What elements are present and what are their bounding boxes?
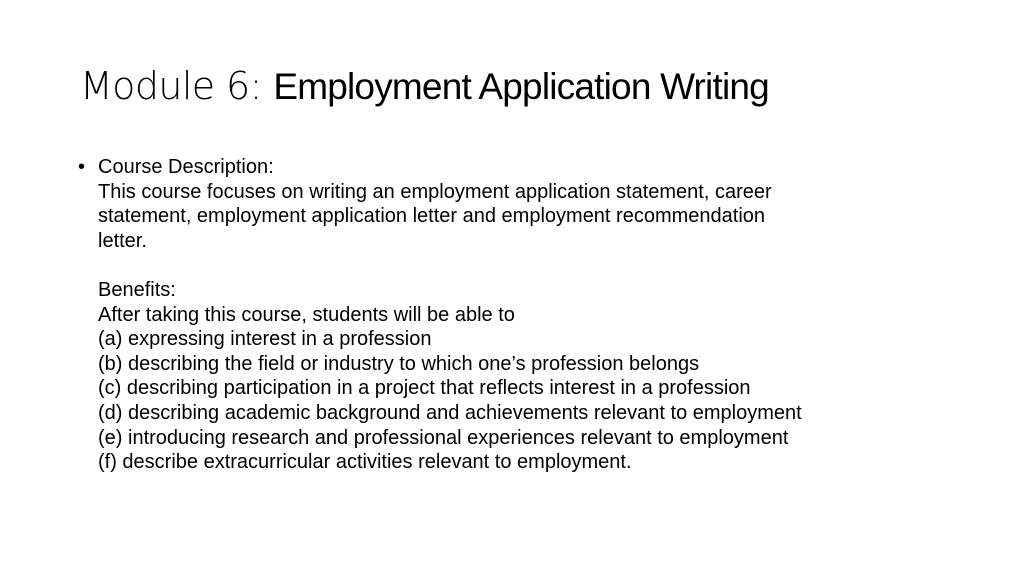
- bullet-item: [78, 155, 958, 475]
- title-prefix: Module 6:: [80, 64, 274, 108]
- slide-title: [80, 56, 980, 117]
- benefit-item: (c) describing participation in a project that reflects interest in a profession: [98, 377, 751, 400]
- benefit-item: (b) describing the field or industry to which one’s profession belongs: [98, 352, 700, 375]
- course-description-line: statement, employment application letter and employment recommendation: [98, 205, 766, 228]
- course-description-line: letter.: [98, 229, 147, 252]
- course-description-line: This course focuses on writing an employment application statement, career: [98, 180, 772, 203]
- course-description-heading: Course Description:: [98, 156, 274, 178]
- title-main: Employment Application Writing: [273, 66, 769, 107]
- bullet-body: [98, 155, 958, 475]
- benefit-item: (d) describing academic background and achievements relevant to employment: [98, 401, 802, 424]
- benefit-item: (a) expressing interest in a profession: [98, 328, 432, 351]
- benefit-item: (e) introducing research and professional experiences relevant to employment: [98, 426, 789, 449]
- benefits-heading: Benefits:: [98, 278, 176, 301]
- slide-content: [78, 155, 958, 475]
- paragraph-spacer: [98, 253, 958, 278]
- benefits-intro: After taking this course, students will be able to: [98, 303, 515, 326]
- benefit-item: (f) describe extracurricular activities relevant to employment.: [98, 451, 632, 474]
- bullet-icon: •: [78, 156, 86, 178]
